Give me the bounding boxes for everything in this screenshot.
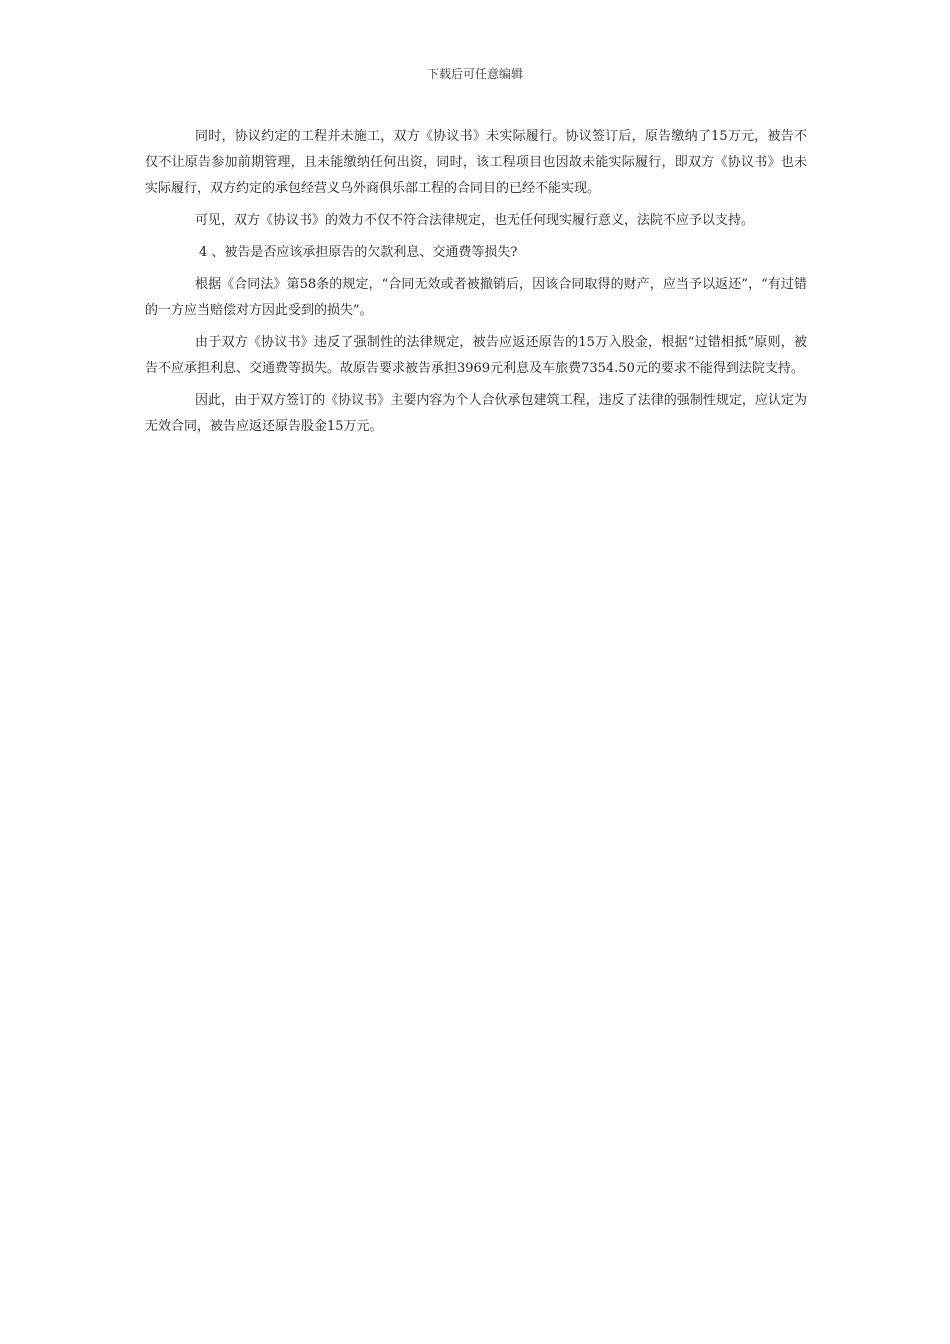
paragraph-refund-reasoning: 由于双方《协议书》违反了强制性的法律规定，被告应返还原告的15万入股金，根据“过错相抵”原则，被告不应承担利息、交通费等损失。故原告要求被告承担3969元利息及车旅费7354.50元的要求不能得到法院支持。 (145, 335, 807, 376)
paragraph-contract-law-article-58: 根据《合同法》第58条的规定，“合同无效或者被撤销后，因该合同取得的财产，应当予以返还”，“有过错的一方应当赔偿对方因此受到的损失”。 (145, 277, 807, 318)
paragraph-conclusion: 因此，由于双方签订的《协议书》主要内容为个人合伙承包建筑工程，违反了法律的强制性规定，应认定为无效合同，被告应返还原告股金15万元。 (145, 393, 807, 434)
paragraph-agreement-validity: 可见，双方《协议书》的效力不仅不符合法律规定，也无任何现实履行意义，法院不应予以支持。 (195, 213, 755, 228)
section-heading-question-4: 4 、被告是否应该承担原告的欠款利息、交通费等损失? (199, 245, 518, 260)
document-body (145, 124, 807, 446)
page-header: 下载后可任意编辑 (426, 67, 523, 81)
paragraph-contract-not-performed: 同时，协议约定的工程并未施工，双方《协议书》未实际履行。协议签订后，原告缴纳了15万元，被告不仅不让原告参加前期管理，且未能缴纳任何出资，同时，该工程项目也因故未能实际履行，即双方《协议书》也未实际履行，双方约定的承包经营义乌外商俱乐部工程的合同目的已经不能实现。 (145, 129, 807, 196)
